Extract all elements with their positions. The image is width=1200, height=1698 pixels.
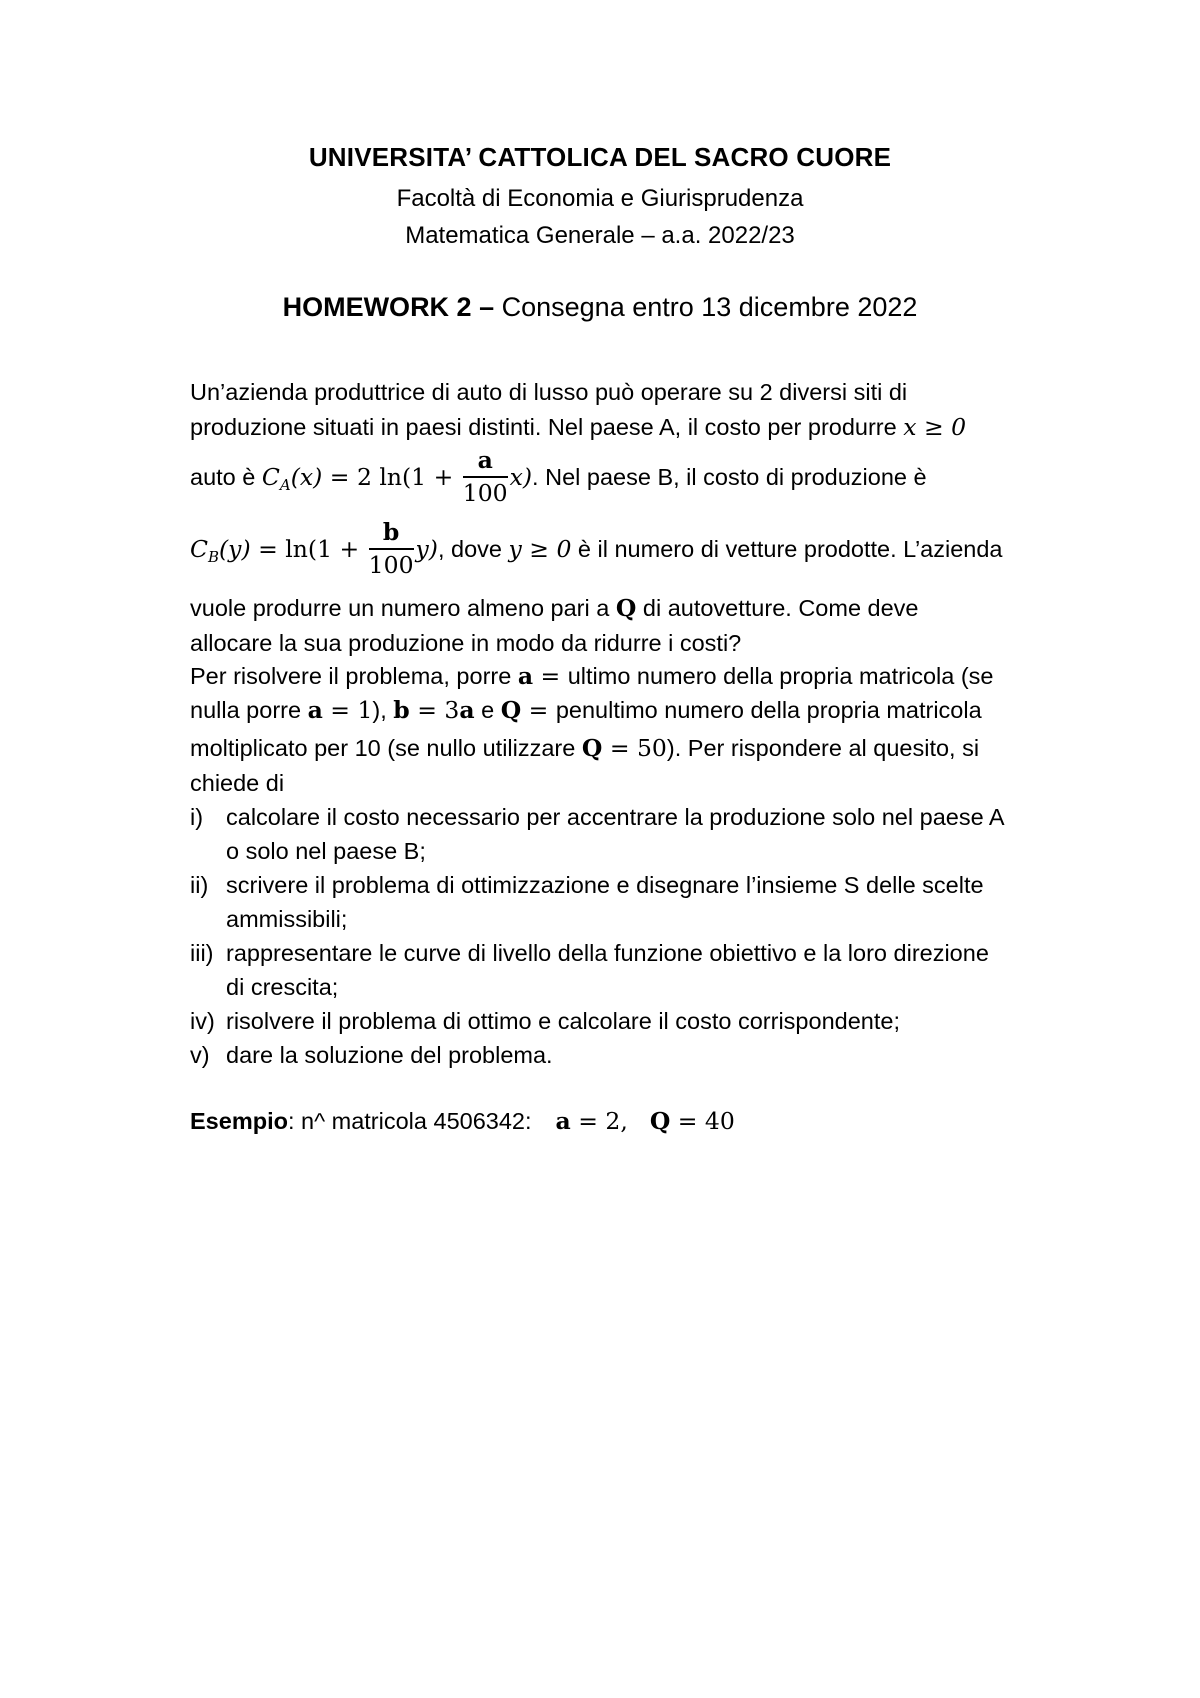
document-page: UNIVERSITA’ CATTOLICA DEL SACRO CUORE Facoltà di Economia e Giurisprudenza Matematica Generale – a.a. 2022/23 HOMEWORK 2 – Consegna entro 13 dicembre 2022 Un’azienda produttrice di auto di lusso può operare su 2 diversi siti di produzione situati in paesi distinti. Nel paese A, il costo per produrre x ≥ 0 auto è $C_A(x) = 2$ ln(1 + $\frac{a}{100}$ x). Nel paese B, il costo di produzione è $C_B(y) = \ln(1$ + $\frac{b}{100}$ y), dove y ≥ 0 è il numero di vetture prodotte. L’azienda vuole produrre un numero almeno pari a Q di autovetture. Come deve allocare la sua produzione in modo da ridurre i costi? Per risolvere il problema, porre a = ultimo numero della propria matricola (se nulla porre a = 1), b = 3a e Q = penultimo numero della propria matricola moltiplicato per 10 (se nullo utilizzare Q = 50). Per rispondere al quesito, si chiede di i) calcolare il costo necessario per accentrare la produzione solo nel paese A o solo nel paese B; ii) scrivere il problema di ottimizzazione e disegnare l’insieme S delle scelte ammissibili; iii) rappresentare le curve di livello della funzione obiettivo e la loro direzione di crescita; iv) risolvere il problema di ottimo e calcolare il costo corrispondente; v) dare la soluzione del problema. Esempio: n^ matricola 4506342: a = 2, Q = 40 (0, 0, 1200, 1698)
course-name: Matematica Generale – a.a. 2022/23 (405, 222, 795, 249)
problem-line-1: Un’azienda produttrice di auto di lusso può operare su 2 diversi siti di (190, 379, 908, 405)
fraction-a-over-100: $\frac{a}{100}$ (462, 446, 508, 507)
problem-line-6: allocare la sua produzione in modo da ridurre i costi? (190, 630, 742, 656)
problem-line-5: vuole produrre un numero almeno pari a Q di autovetture. Come deve (190, 594, 919, 622)
problem-line-8: nulla porre a = 1), b = 3a e Q = penultimo numero della propria matricola (190, 696, 982, 724)
example-line: Esempio: n^ matricola 4506342: a = 2, Q = 40 (190, 1107, 735, 1135)
problem-line-10: chiede di (190, 770, 285, 796)
problem-line-4: $C_B(y) = \ln(1$ + $\frac{b}{100}$ y), dove y ≥ 0 è il numero di vetture prodotte. L’azienda (190, 518, 1003, 579)
math-cb: $C_B(y)$ = (190, 534, 286, 566)
fraction-b-over-100: $\frac{b}{100}$ (368, 518, 414, 579)
problem-line-3: auto è $C_A(x) = 2$ ln(1 + $\frac{a}{100}$ x). Nel paese B, il costo di produzione è (190, 446, 927, 507)
math-x-nonneg: x ≥ 0 (903, 413, 967, 441)
problem-line-7: Per risolvere il problema, porre a = ultimo numero della propria matricola (se (190, 662, 994, 690)
homework-title (0, 292, 1200, 323)
homework-deadline: Consegna entro 13 dicembre 2022 (494, 292, 918, 322)
faculty-name: Facoltà di Economia e Giurisprudenza (396, 185, 804, 212)
math-y-nonneg: y ≥ 0 (508, 534, 572, 563)
homework-label: HOMEWORK 2 – (282, 292, 495, 322)
example-label: Esempio (190, 1108, 288, 1134)
math-ca: $C_A(x)$ = (261, 462, 357, 494)
problem-line-9: moltiplicato per 10 (se nullo utilizzare Q = 50). Per rispondere al quesito, si (190, 734, 980, 762)
problem-line-2: produzione situati in paesi distinti. Nel paese A, il costo per produrre x ≥ 0 (190, 413, 967, 441)
university-title: UNIVERSITA’ CATTOLICA DEL SACRO CUORE (308, 142, 892, 172)
